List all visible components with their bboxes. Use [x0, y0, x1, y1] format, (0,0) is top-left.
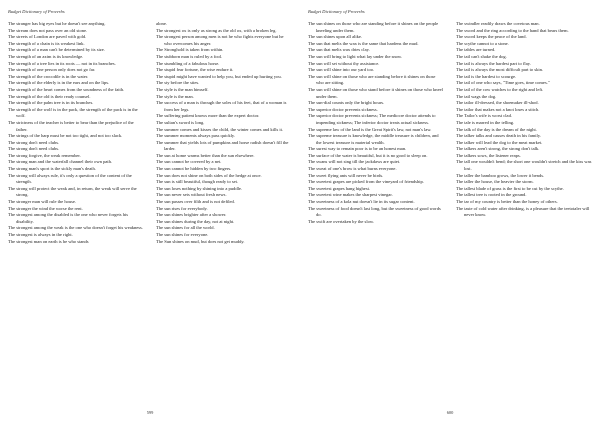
proverb-entry: The taller the bamboo grows, the lower it bends. [456, 172, 545, 178]
proverb-entry: The strong will protect the weak and, in return, the weak will serve the strong. [8, 185, 137, 198]
proverb-entry: The sun shines on those who are standing before it shines on the people kneeling under them. [308, 21, 439, 33]
proverb-entry: The strong man's sport is the sickly man's death. [8, 166, 96, 172]
proverb-entry: The sweetest grapes hang highest. [308, 185, 370, 191]
proverb-entry: The sweetness of food doesn't last long, but the sweetness of good words do. [308, 205, 441, 218]
proverb-entry: The suffering patient knows more than the expert doctor. [156, 113, 260, 119]
proverb-entry: The stupid might have wanted to help you, but ended up hurting you. [156, 73, 282, 79]
proverb-entry: The strength of a man can't be determined by its size. [8, 47, 105, 53]
proverb-entry: The sun never sets without fresh news. [156, 192, 227, 198]
proverb-entry: The strongest among the disabled is the one who never forgets his disability. [8, 212, 129, 224]
proverb-entry: The sun shines during the day, not at night. [156, 218, 235, 224]
proverb-entry: The supreme law of the land is the Great Spirit's law, not man's law. [308, 126, 432, 132]
proverb-entry: The sun loses nothing by shining into a puddle. [156, 185, 243, 191]
proverb-entry: The sun is still beautiful, though ready to set. [156, 179, 239, 185]
proverb-entry: The tail is always the most difficult part to skin. [456, 67, 544, 73]
proverb-entry: The strength of the crocodile is in the water. [8, 73, 89, 79]
proverb-entry: The sweat of one's brow is what burns everyone. [308, 166, 397, 172]
proverb-entry: The strength of one person only does not go far. [8, 67, 96, 73]
proverb-entry: The tallest tree is rooted in the ground. [456, 192, 527, 198]
proverb-entry: The strongest man on earth is he who stands [8, 238, 89, 244]
proverb-entry: The taller the house, the heavier the storm. [456, 179, 534, 185]
proverb-entry: The strength of the wolf is in the pack, the strength of the pack is in the wolf. [8, 106, 138, 119]
proverb-entry: The tail is the hardest to scourge. [456, 73, 517, 79]
proverb-entry: The stumbling of a fabulous horse. [156, 60, 220, 66]
proverb-entry: The strictness of the teacher is better to bear than the prejudice of the father. [8, 119, 134, 132]
proverb-entry: The strongest is always in the right. [8, 232, 73, 237]
proverb-entry: The sweetest grapes are picked from the vineyard of friendship. [308, 179, 424, 185]
proverb-entry: The Sun shines on mud, but does not get muddy. [156, 238, 245, 244]
proverb-entry: The stubborn man is ruled by a fool. [156, 53, 223, 59]
proverb-entry: The Tailor's wife is worst clad. [456, 113, 512, 119]
proverb-entry: The success of a man is through the soles of his feet, that of a woman is from her legs. [156, 100, 287, 112]
proverb-entry: The sun that melts the wax is the same that hardens the mud. [308, 40, 419, 46]
proverb-entry: The surest way to remain poor is to be an honest man. [308, 146, 407, 152]
proverb-entry: The stream does not pass over an old stone. [8, 27, 88, 33]
proverb-entry: The tail of the cow watches to the right and left. [456, 86, 544, 92]
proverb-entry: The strings of the harp must be not too tight, and not too slack. [8, 133, 123, 139]
proverb-entry: The swindler readily draws the covetous man. [456, 21, 540, 26]
proverb-entry: The sweetness of a kola nut doesn't lie in its sugar content. [308, 199, 415, 205]
proverb-entry: The superior doctor prevents sickness. [308, 106, 378, 112]
proverb-entry: The sweetest wine makes the sharpest vinegar. [308, 192, 393, 198]
proverb-entry: The tall one wouldn't bend; the short one wouldn't stretch and the kiss was lost. [456, 159, 592, 172]
proverb-entry: The stronger man will rule the house. [8, 199, 77, 205]
column-right [156, 21, 292, 245]
proverb-entry: The tailor that makes not a knot loses a stitch. [456, 106, 540, 112]
proverb-entry: The Stronghold is taken from within. [156, 47, 224, 53]
proverb-entry: The sun cannot be covered by a net. [156, 159, 222, 165]
proverb-entry: The sword and the ring according to the hand that bears them. [456, 27, 569, 33]
proverb-entry: The sun shines brighter after a shower. [156, 212, 227, 218]
proverb-entry: The talkers aren't strong, the strong don't talk. [456, 146, 540, 152]
proverb-entry: The sun will shine into our yard too. [308, 67, 375, 73]
proverb-entry: The tar of my country is better than the honey of others. [456, 199, 558, 205]
proverb-entry: The summer comes and kisses the child, the winter comes and kills it. [156, 126, 284, 132]
proverb-entry: The tail of one who says, "Time goes, time comes." [456, 80, 550, 86]
proverb-entry: The strength of a tree lies in its roots — not in its branches. [8, 60, 116, 66]
proverb-entry: The style is the man himself. [156, 86, 209, 92]
page-number: 599 [146, 410, 154, 415]
proverb-entry: The tail can't shake the dog. [456, 53, 507, 59]
proverb-entry: The sword keeps the peace of the land. [456, 34, 527, 40]
proverb-entry: The tale is marred in the telling. [456, 119, 515, 125]
proverb-entry: The strong will always rule, it's only a question of the content of the strength. [8, 172, 132, 185]
proverb-entry: The strength of a chain is its weakest link. [8, 40, 85, 46]
proverb-entry: The talkers sows, the listener reaps. [456, 152, 521, 158]
right-page [300, 0, 600, 424]
proverb-entry: The strength of the heart comes from the soundness of the faith. [8, 86, 125, 92]
proverb-entry: The sun passes over filth and is not defiled. [156, 199, 235, 205]
proverb-entry: The strength of an axim is its knowledge. [8, 53, 84, 59]
proverb-entry: The swans will not sing till the jackdaws are quiet. [308, 159, 401, 165]
proverb-entry: The surface of the water is beautiful, but it is no good to sleep on. [308, 152, 428, 158]
proverb-entry: The tail wags the dog. [456, 93, 497, 99]
proverb-entry: The streets of London are paved with gold. [8, 34, 87, 40]
proverb-entry: The strong man and the waterfall channel their own path. [8, 159, 113, 165]
proverb-entry: The sty before the sties. [156, 80, 200, 86]
proverb-entry: The sun will bring to light what lay under the snow. [308, 53, 403, 59]
proverb-entry: The sweet flying ants will never be birds. [308, 172, 384, 178]
proverb-entry: The sun-dial counts only the bright hours. [308, 100, 385, 106]
proverb-entry: The talker talks and causes death in his family. [456, 133, 541, 139]
proverb-entry: The sun that melts wax dries clay. [308, 47, 370, 53]
column-left [308, 21, 444, 225]
proverb-entry: The tables are turned. [456, 47, 496, 53]
proverb-entry: The superior doctor prevents sickness; The mediocre doctor attends to impending sickness; The inferior doctor treats actual sickness. [308, 113, 436, 125]
proverb-entry: alone. [156, 21, 167, 26]
proverb-entry: The sun will set without thy assistance. [308, 60, 380, 66]
proverb-entry: The talk of the day is the dream of the night. [456, 126, 537, 132]
proverb-entry: The tallest blade of grass is the first to be cut by the scythe. [456, 185, 564, 191]
proverb-entry: The strong don't need clubs. [8, 139, 60, 145]
proverb-entry: The strong forgive, the weak remember. [8, 152, 81, 158]
proverb-entry: The sun will shine on those who stand before it shines on those who kneel under them. [308, 86, 443, 99]
proverb-entry: The talker will lead the dog to the meat market. [456, 139, 543, 145]
proverb-entry: The supreme treasure is knowledge, the middle treasure is children, and the lowest treasure is material wealth. [308, 133, 439, 145]
proverb-entry: The tailor ill-dressed, the shoemaker ill-shod. [456, 100, 539, 106]
proverb-entry: The strongest ox is only as strong as the old ox, with a broken leg. [156, 27, 277, 33]
proverb-entry: The strength of the palm tree is in its branches. [8, 100, 94, 106]
proverb-entry: The summer moments always pass quickly. [156, 133, 236, 139]
proverb-entry: The stranger has big eyes but he doesn't see anything. [8, 21, 106, 26]
proverb-entry: The strong don't need clubs. [8, 146, 60, 152]
running-head: Budget Dictionary of Proverbs [8, 9, 65, 14]
proverb-entry: The strength of the elderly is in the ears and on the lips. [8, 80, 110, 86]
proverb-entry: The sun at home warms better than the sun elsewhere. [156, 152, 255, 158]
proverb-entry: The tail is always the hardest part to flay. [456, 60, 531, 66]
column-right [456, 21, 592, 225]
running-head: Budget Dictionary of Proverbs [308, 9, 365, 14]
proverb-entry: The strongest person among men is not he who fights everyone but he who overcomes his anger. [156, 34, 284, 46]
proverb-entry: The sun shines for everyone. [156, 232, 209, 237]
entry-columns [308, 21, 592, 225]
proverb-entry: The style is the man. [156, 93, 194, 99]
proverb-entry: The sultan's sword is long. [156, 119, 205, 125]
entry-columns [8, 21, 292, 245]
proverb-entry: The sun shines for all the world. [156, 225, 215, 231]
proverb-entry: The stupid fear fortune, the wise endure it. [156, 67, 234, 73]
proverb-entry: The stronger the wind the worse the rent. [8, 205, 83, 211]
proverb-entry: The scythe cannot to a stone. [456, 40, 509, 46]
proverb-entry: The strongest among the weak is the one who doesn't forget his weakness. [8, 225, 143, 231]
proverb-entry: The sun cannot be hidden by two fingers. [156, 166, 232, 172]
page-number: 600 [446, 410, 454, 415]
column-left [8, 21, 144, 245]
proverb-entry: The strength of the old is their ready counsel. [8, 93, 91, 99]
proverb-entry: The sun does not shine on both sides of the hedge at once. [156, 172, 262, 178]
proverb-entry: The sun rises for everybody. [156, 205, 208, 211]
proverb-entry: The sun will shine on those who are standing before it shines on those who are sitting. [308, 73, 436, 86]
proverb-entry: The summer that yields lots of pumpkins and horse radish doesn't fill the larder. [156, 139, 289, 152]
proverb-entry: The sun shines upon all alike. [308, 34, 363, 40]
proverb-entry: The swift are overtaken by the slow. [308, 218, 374, 224]
proverb-entry: The taste of cold water after drinking, is a pleasure that the teetotaler will never know. [456, 205, 590, 218]
